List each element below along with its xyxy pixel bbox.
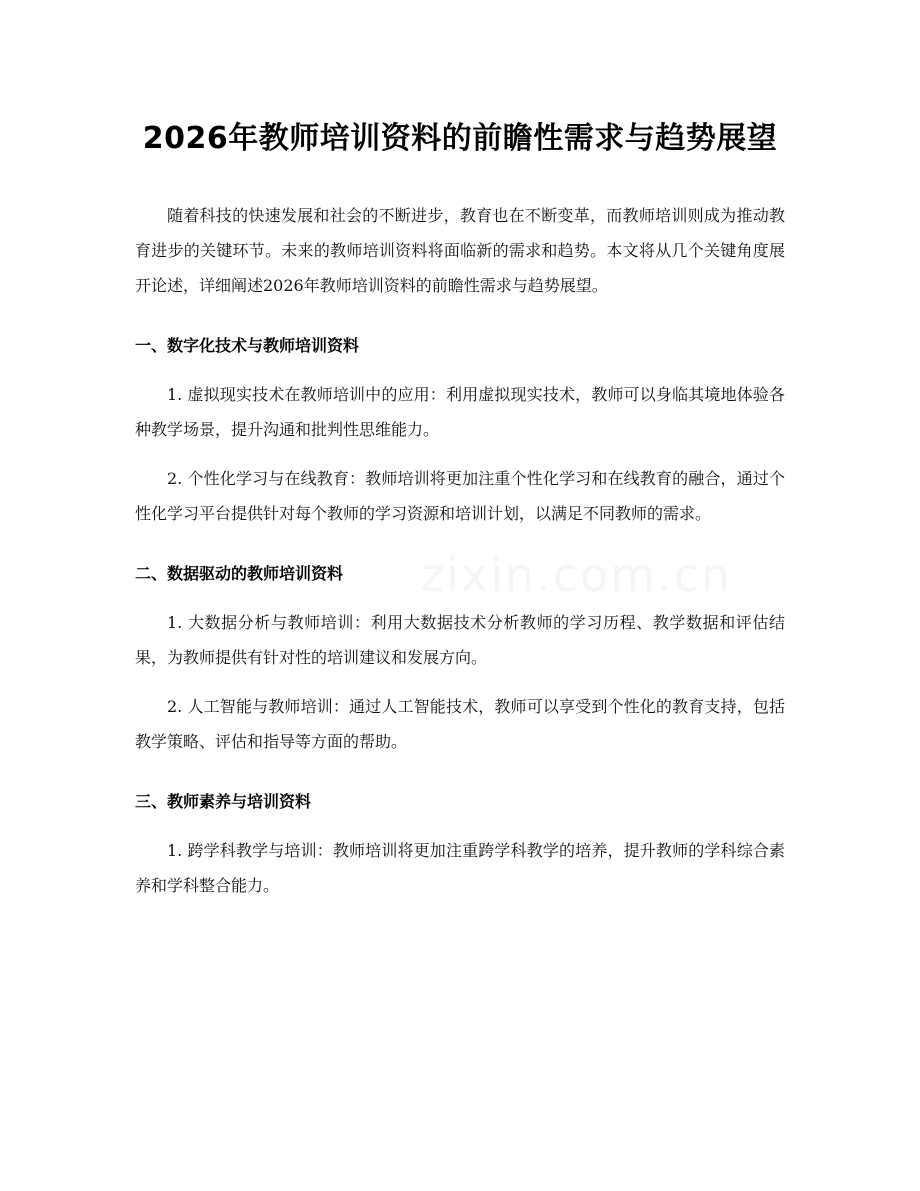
list-item-interdisciplinary: 1. 跨学科教学与培训：教师培训将更加注重跨学科教学的培养，提升教师的学科综合素养和学科整合能力。 <box>135 841 785 895</box>
intro-paragraph: 随着科技的快速发展和社会的不断进步，教育也在不断变革，而教师培训则成为推动教育进步的关键环节。未来的教师培训资料将面临新的需求和趋势。本文将从几个关键角度展开论述，详细阐述2026年教师培训资料的前瞻性需求与趋势展望。 <box>135 206 785 295</box>
section-heading-literacy: 三、教师素养与培训资料 <box>135 792 312 811</box>
list-item-ai: 2. 人工智能与教师培训：通过人工智能技术，教师可以享受到个性化的教育支持，包括教学策略、评估和指导等方面的帮助。 <box>135 697 785 751</box>
section-heading-data-driven: 二、数据驱动的教师培训资料 <box>135 564 344 583</box>
list-item-personalized-learning: 2. 个性化学习与在线教育：教师培训将更加注重个性化学习和在线教育的融合，通过个性化学习平台提供针对每个教师的学习资源和培训计划，以满足不同教师的需求。 <box>135 469 785 523</box>
list-item-vr: 1. 虚拟现实技术在教师培训中的应用：利用虚拟现实技术，教师可以身临其境地体验各种教学场景，提升沟通和批判性思维能力。 <box>135 385 785 439</box>
list-item-big-data: 1. 大数据分析与教师培训：利用大数据技术分析教师的学习历程、教学数据和评估结果，为教师提供有针对性的培训建议和发展方向。 <box>135 613 785 667</box>
watermark: zixin.com.cn <box>420 548 733 602</box>
section-heading-digital: 一、数字化技术与教师培训资料 <box>135 336 360 355</box>
page-title: 2026年教师培训资料的前瞻性需求与趋势展望 <box>142 121 778 156</box>
